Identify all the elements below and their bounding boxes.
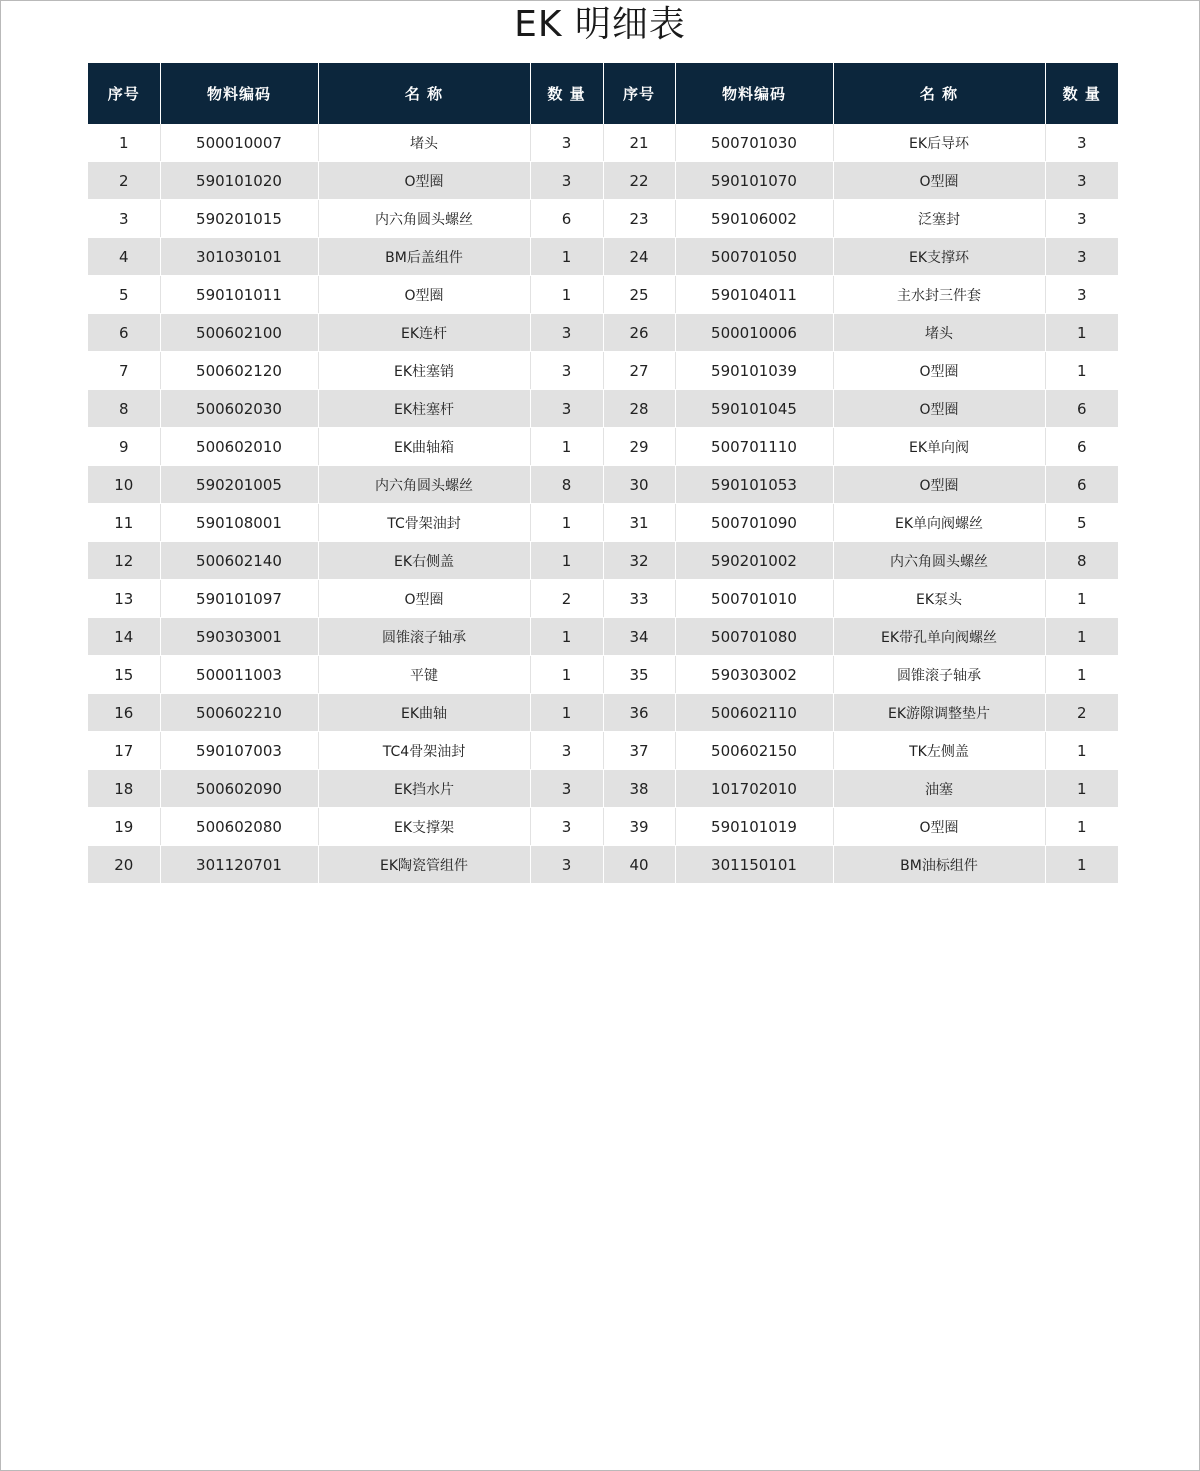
cell-qty: 1 (1045, 618, 1118, 656)
cell-name: TK左侧盖 (833, 732, 1045, 770)
cell-name: EK柱塞销 (318, 352, 530, 390)
cell-name: 主水封三件套 (833, 276, 1045, 314)
cell-qty: 1 (1045, 846, 1118, 884)
header-index-right: 序号 (603, 63, 675, 124)
cell-name: 平键 (318, 656, 530, 694)
cell-code: 500011003 (160, 656, 318, 694)
cell-name: EK带孔单向阀螺丝 (833, 618, 1045, 656)
cell-index: 29 (603, 428, 675, 466)
cell-code: 590101070 (675, 162, 833, 200)
cell-name: O型圈 (833, 352, 1045, 390)
cell-name: 圆锥滚子轴承 (318, 618, 530, 656)
cell-code: 500701080 (675, 618, 833, 656)
cell-code: 590201002 (675, 542, 833, 580)
cell-code: 500010006 (675, 314, 833, 352)
cell-name: EK曲轴 (318, 694, 530, 732)
cell-name: EK泵头 (833, 580, 1045, 618)
cell-name: O型圈 (833, 808, 1045, 846)
table-row (88, 770, 1118, 808)
cell-code: 500602090 (160, 770, 318, 808)
table-row (88, 428, 1118, 466)
cell-qty: 1 (1045, 580, 1118, 618)
cell-qty: 1 (1045, 352, 1118, 390)
cell-index: 14 (88, 618, 160, 656)
cell-index: 18 (88, 770, 160, 808)
cell-code: 301150101 (675, 846, 833, 884)
cell-qty: 6 (530, 200, 603, 238)
cell-code: 301120701 (160, 846, 318, 884)
page-title: EK 明细表 (514, 4, 686, 45)
cell-name: 油塞 (833, 770, 1045, 808)
cell-code: 500701010 (675, 580, 833, 618)
header-code-right: 物料编码 (675, 63, 833, 124)
cell-qty: 1 (530, 504, 603, 542)
cell-name: EK后导环 (833, 124, 1045, 162)
cell-qty: 3 (530, 314, 603, 352)
cell-code: 500010007 (160, 124, 318, 162)
cell-code: 590108001 (160, 504, 318, 542)
cell-index: 22 (603, 162, 675, 200)
cell-code: 500701050 (675, 238, 833, 276)
cell-index: 31 (603, 504, 675, 542)
cell-qty: 1 (1045, 656, 1118, 694)
cell-name: 堵头 (833, 314, 1045, 352)
table-row (88, 238, 1118, 276)
cell-qty: 1 (1045, 732, 1118, 770)
cell-name: O型圈 (318, 162, 530, 200)
cell-index: 7 (88, 352, 160, 390)
cell-code: 590201015 (160, 200, 318, 238)
table-row (88, 390, 1118, 428)
cell-qty: 1 (530, 428, 603, 466)
table-row (88, 314, 1118, 352)
cell-qty: 6 (1045, 428, 1118, 466)
cell-code: 590104011 (675, 276, 833, 314)
cell-index: 8 (88, 390, 160, 428)
cell-code: 590101019 (675, 808, 833, 846)
cell-qty: 1 (530, 618, 603, 656)
cell-name: 圆锥滚子轴承 (833, 656, 1045, 694)
cell-code: 301030101 (160, 238, 318, 276)
cell-index: 17 (88, 732, 160, 770)
cell-code: 500701090 (675, 504, 833, 542)
cell-qty: 6 (1045, 466, 1118, 504)
cell-name: EK单向阀 (833, 428, 1045, 466)
cell-qty: 6 (1045, 390, 1118, 428)
cell-code: 500602080 (160, 808, 318, 846)
cell-qty: 3 (530, 162, 603, 200)
cell-index: 33 (603, 580, 675, 618)
cell-index: 3 (88, 200, 160, 238)
cell-index: 38 (603, 770, 675, 808)
header-qty-left: 数 量 (530, 63, 603, 124)
table-row (88, 656, 1118, 694)
cell-index: 6 (88, 314, 160, 352)
cell-name: EK支撑架 (318, 808, 530, 846)
header-code-left: 物料编码 (160, 63, 318, 124)
cell-qty: 3 (1045, 200, 1118, 238)
cell-qty: 3 (1045, 124, 1118, 162)
cell-name: O型圈 (833, 162, 1045, 200)
cell-qty: 1 (530, 276, 603, 314)
table-row (88, 580, 1118, 618)
parts-table (88, 63, 1118, 884)
cell-index: 37 (603, 732, 675, 770)
cell-index: 35 (603, 656, 675, 694)
cell-qty: 1 (1045, 808, 1118, 846)
table-row (88, 694, 1118, 732)
header-name-left: 名 称 (318, 63, 530, 124)
cell-name: 内六角圆头螺丝 (318, 466, 530, 504)
cell-name: O型圈 (318, 580, 530, 618)
cell-index: 40 (603, 846, 675, 884)
cell-qty: 3 (530, 352, 603, 390)
cell-qty: 1 (530, 694, 603, 732)
cell-qty: 3 (530, 124, 603, 162)
cell-index: 16 (88, 694, 160, 732)
cell-name: 泛塞封 (833, 200, 1045, 238)
cell-qty: 3 (530, 846, 603, 884)
cell-code: 590107003 (160, 732, 318, 770)
cell-index: 1 (88, 124, 160, 162)
cell-code: 500602140 (160, 542, 318, 580)
cell-index: 4 (88, 238, 160, 276)
cell-name: EK支撑环 (833, 238, 1045, 276)
cell-index: 20 (88, 846, 160, 884)
cell-index: 26 (603, 314, 675, 352)
cell-name: TC骨架油封 (318, 504, 530, 542)
cell-qty: 1 (530, 542, 603, 580)
cell-qty: 2 (1045, 694, 1118, 732)
cell-qty: 3 (1045, 162, 1118, 200)
table-row (88, 618, 1118, 656)
cell-name: O型圈 (833, 466, 1045, 504)
cell-code: 590101097 (160, 580, 318, 618)
header-qty-right: 数 量 (1045, 63, 1118, 124)
table-row (88, 466, 1118, 504)
cell-name: BM后盖组件 (318, 238, 530, 276)
cell-code: 500701030 (675, 124, 833, 162)
cell-code: 590101011 (160, 276, 318, 314)
cell-index: 21 (603, 124, 675, 162)
table-row (88, 200, 1118, 238)
cell-code: 500602030 (160, 390, 318, 428)
cell-code: 500602150 (675, 732, 833, 770)
cell-code: 500602110 (675, 694, 833, 732)
table-header-row (88, 63, 1118, 124)
cell-code: 590101053 (675, 466, 833, 504)
cell-index: 25 (603, 276, 675, 314)
cell-qty: 3 (530, 732, 603, 770)
table-row (88, 846, 1118, 884)
cell-code: 590106002 (675, 200, 833, 238)
cell-index: 27 (603, 352, 675, 390)
table-row (88, 504, 1118, 542)
table-row (88, 162, 1118, 200)
cell-code: 590101045 (675, 390, 833, 428)
cell-index: 39 (603, 808, 675, 846)
cell-name: 内六角圆头螺丝 (833, 542, 1045, 580)
cell-code: 500602210 (160, 694, 318, 732)
cell-name: EK陶瓷管组件 (318, 846, 530, 884)
cell-index: 30 (603, 466, 675, 504)
cell-name: EK连杆 (318, 314, 530, 352)
cell-name: EK单向阀螺丝 (833, 504, 1045, 542)
table-row (88, 276, 1118, 314)
cell-name: EK游隙调整垫片 (833, 694, 1045, 732)
cell-code: 500701110 (675, 428, 833, 466)
cell-name: BM油标组件 (833, 846, 1045, 884)
cell-code: 500602100 (160, 314, 318, 352)
cell-index: 15 (88, 656, 160, 694)
cell-code: 590303002 (675, 656, 833, 694)
cell-index: 36 (603, 694, 675, 732)
cell-index: 24 (603, 238, 675, 276)
cell-qty: 1 (530, 238, 603, 276)
cell-qty: 3 (1045, 276, 1118, 314)
table-row (88, 542, 1118, 580)
cell-qty: 8 (530, 466, 603, 504)
table-row (88, 808, 1118, 846)
header-name-right: 名 称 (833, 63, 1045, 124)
cell-qty: 1 (1045, 314, 1118, 352)
cell-name: EK右侧盖 (318, 542, 530, 580)
cell-index: 2 (88, 162, 160, 200)
cell-name: EK曲轴箱 (318, 428, 530, 466)
cell-qty: 2 (530, 580, 603, 618)
cell-qty: 1 (530, 656, 603, 694)
cell-index: 34 (603, 618, 675, 656)
cell-name: O型圈 (833, 390, 1045, 428)
table-row (88, 732, 1118, 770)
cell-qty: 3 (530, 390, 603, 428)
cell-qty: 3 (1045, 238, 1118, 276)
cell-code: 500602010 (160, 428, 318, 466)
cell-index: 23 (603, 200, 675, 238)
cell-index: 9 (88, 428, 160, 466)
cell-name: 内六角圆头螺丝 (318, 200, 530, 238)
cell-code: 590101039 (675, 352, 833, 390)
cell-code: 590201005 (160, 466, 318, 504)
cell-name: EK挡水片 (318, 770, 530, 808)
table-row (88, 124, 1118, 162)
cell-qty: 8 (1045, 542, 1118, 580)
table-row (88, 352, 1118, 390)
cell-name: TC4骨架油封 (318, 732, 530, 770)
cell-index: 11 (88, 504, 160, 542)
cell-name: O型圈 (318, 276, 530, 314)
cell-index: 12 (88, 542, 160, 580)
header-index-left: 序号 (88, 63, 160, 124)
cell-code: 500602120 (160, 352, 318, 390)
cell-index: 19 (88, 808, 160, 846)
cell-qty: 1 (1045, 770, 1118, 808)
cell-index: 10 (88, 466, 160, 504)
cell-index: 5 (88, 276, 160, 314)
cell-name: EK柱塞杆 (318, 390, 530, 428)
cell-code: 590101020 (160, 162, 318, 200)
cell-name: 堵头 (318, 124, 530, 162)
cell-index: 13 (88, 580, 160, 618)
cell-code: 101702010 (675, 770, 833, 808)
cell-qty: 5 (1045, 504, 1118, 542)
cell-qty: 3 (530, 808, 603, 846)
cell-code: 590303001 (160, 618, 318, 656)
cell-qty: 3 (530, 770, 603, 808)
cell-index: 32 (603, 542, 675, 580)
cell-index: 28 (603, 390, 675, 428)
